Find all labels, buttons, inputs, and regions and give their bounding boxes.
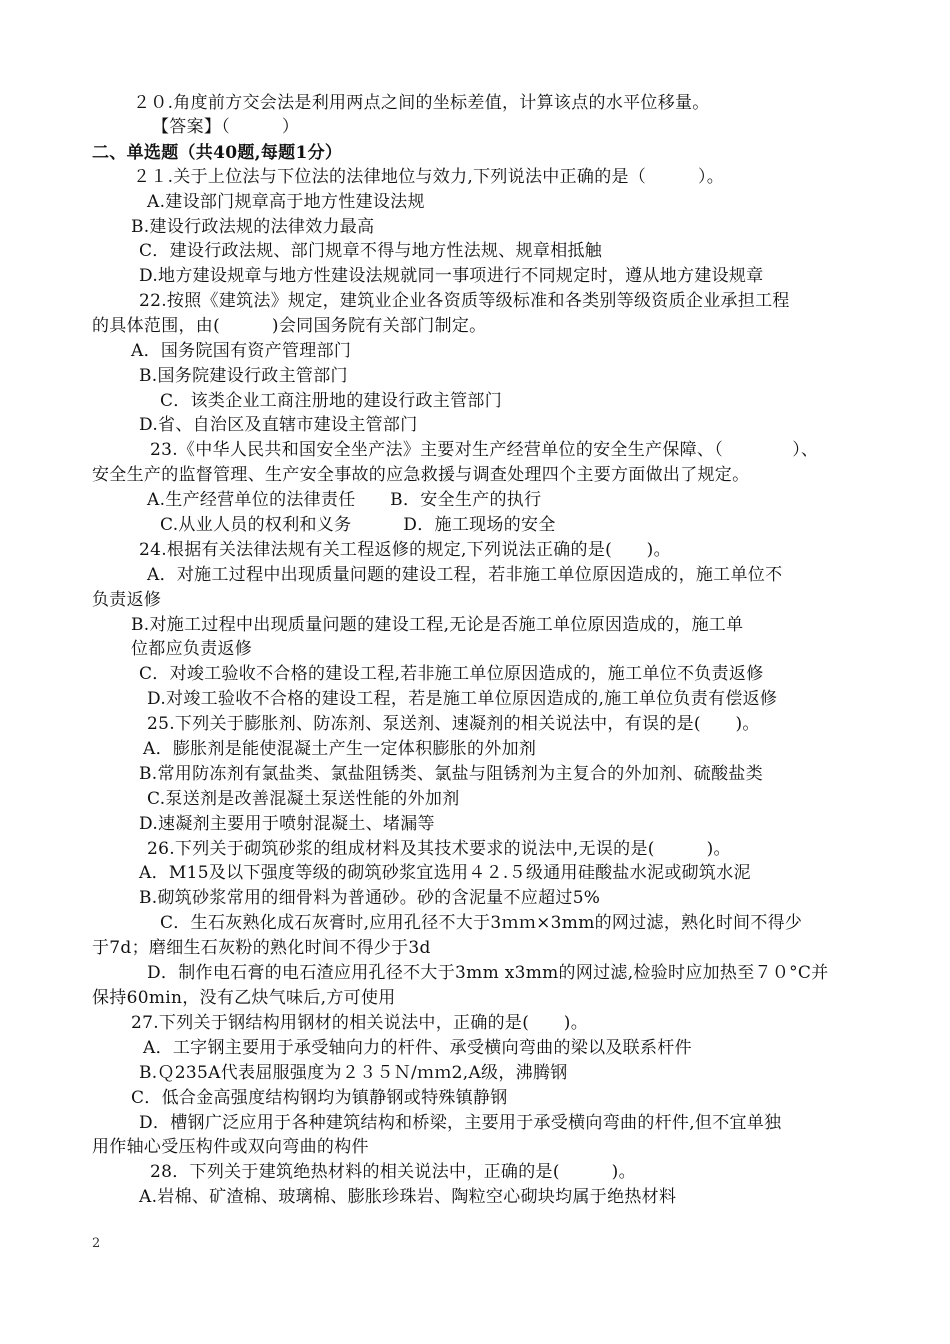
question-20-answer: 【答案】（ ） <box>152 117 300 137</box>
question-27-option-a: A．工字钢主要用于承受轴向力的杆件、承受横向弯曲的梁以及联系杆件 <box>143 1038 692 1058</box>
question-25-option-c: C.泵送剂是改善混凝土泵送性能的外加剂 <box>147 789 460 809</box>
question-21-option-c: C．建设行政法规、部门规章不得与地方性法规、规章相抵触 <box>139 241 603 261</box>
question-24-stem: 24.根据有关法律法规有关工程返修的规定,下列说法正确的是( )。 <box>139 540 671 560</box>
question-26-stem: 26.下列关于砌筑砂浆的组成材料及其技术要求的说法中,无误的是( )。 <box>147 839 731 859</box>
question-27-stem: 27.下列关于钢结构用钢材的相关说法中，正确的是( )。 <box>131 1013 588 1033</box>
question-26-option-c-line-1: C．生石灰熟化成石灰膏时,应用孔径不大于3ｍｍ×3mm的网过滤，熟化时间不得少 <box>160 913 803 933</box>
question-24-option-a-line-2: 负责返修 <box>92 590 162 610</box>
question-23-stem-line-2: 安全生产的监督管理、生产安全事故的应急救援与调查处理四个主要方面做出了规定。 <box>92 465 750 485</box>
question-21-stem: ２１.关于上位法与下位法的法律地位与效力,下列说法中正确的是（ ）。 <box>133 167 725 187</box>
question-27-option-d-line-2: 用作轴心受压构件或双向弯曲的构件 <box>92 1137 369 1157</box>
question-21-option-a: A.建设部门规章高于地方性建设法规 <box>147 192 425 212</box>
question-23-stem-line-1: 23.《中华人民共和国安全坐产法》主要对生产经营单位的安全生产保障、（ ）、 <box>150 440 819 460</box>
question-24-option-c: C．对竣工验收不合格的建设工程,若非施工单位原因造成的，施工单位不负责返修 <box>139 664 764 684</box>
question-24-option-b-line-2: 位都应负责返修 <box>131 639 253 659</box>
question-28-stem: 28．下列关于建筑绝热材料的相关说法中，正确的是( )。 <box>150 1162 636 1182</box>
question-26-option-d-line-1: D．制作电石膏的电石渣应用孔径不大于3mm x3mm的网过滤,检验时应加热至７０°C并 <box>147 963 829 983</box>
question-22-option-a: A．国务院国有资产管理部门 <box>131 341 352 361</box>
question-24-option-b-line-1: B.对施工过程中出现质量问题的建设工程,无论是否施工单位原因造成的，施工单 <box>131 615 744 635</box>
question-25-option-a: A．膨胀剂是能使混凝土产生一定体积膨胀的外加剂 <box>143 739 537 759</box>
question-21-option-d: D.地方建设规章与地方性建设法规就同一事项进行不同规定时，遵从地方建设规章 <box>139 266 764 286</box>
question-21-option-b: B.建设行政法规的法律效力最高 <box>131 217 375 237</box>
question-23-options-ab: A.生产经营单位的法律责任 B．安全生产的执行 <box>147 490 542 510</box>
question-25-option-b: B.常用防冻剂有氯盐类、氯盐阻锈类、氯盐与阻锈剂为主复合的外加剂、硫酸盐类 <box>139 764 763 784</box>
question-25-stem: 25.下列关于膨胀剂、防冻剂、泵送剂、速凝剂的相关说法中，有误的是( )。 <box>147 714 760 734</box>
question-26-option-a: A．M15及以下强度等级的砌筑砂浆宜选用４２.５级通用硅酸盐水泥或砌筑水泥 <box>139 863 751 883</box>
question-22-option-c: C．该类企业工商注册地的建设行政主管部门 <box>160 391 503 411</box>
question-23-options-cd: C.从业人员的权利和义务 D．施工现场的安全 <box>160 515 556 535</box>
question-25-option-d: D.速凝剂主要用于喷射混凝土、堵漏等 <box>139 814 435 834</box>
question-26-option-d-line-2: 保持60min，没有乙炔气味后,方可使用 <box>92 988 396 1008</box>
question-22-option-d: D.省、自治区及直辖市建设主管部门 <box>139 415 418 435</box>
question-20-stem: ２０.角度前方交会法是利用两点之间的坐标差值，计算该点的水平位移量。 <box>133 93 710 113</box>
question-24-option-a-line-1: A．对施工过程中出现质量问题的建设工程，若非施工单位原因造成的，施工单位不 <box>147 565 783 585</box>
question-22-stem-line-1: 22.按照《建筑法》规定，建筑业企业各资质等级标准和各类别等级资质企业承担工程 <box>139 291 790 311</box>
question-27-option-c: C．低合金高强度结构钢均为镇静钢或特殊镇静钢 <box>131 1088 508 1108</box>
question-26-option-c-line-2: 于7d；磨细生石灰粉的熟化时间不得少于3d <box>92 938 431 958</box>
question-26-option-b: B.砌筑砂浆常用的细骨料为普通砂。砂的含泥量不应超过5% <box>139 888 601 908</box>
question-28-option-a: A.岩棉、矿渣棉、玻璃棉、膨胀珍珠岩、陶粒空心砌块均属于绝热材料 <box>139 1187 677 1207</box>
section-heading: 二、单选题（共40题,每题1分） <box>92 143 343 163</box>
question-22-stem-line-2: 的具体范围，由( )会同国务院有关部门制定。 <box>92 316 487 336</box>
page-number: 2 <box>92 1236 101 1251</box>
question-22-option-b: B.国务院建设行政主管部门 <box>139 366 348 386</box>
question-27-option-d-line-1: D．槽钢广泛应用于各种建筑结构和桥梁，主要用于承受横向弯曲的杆件,但不宜单独 <box>139 1113 782 1133</box>
question-27-option-b: B.Ｑ235A代表屈服强度为２３５Ｎ/ｍｍ2,A级，沸腾钢 <box>139 1063 568 1083</box>
question-24-option-d: D.对竣工验收不合格的建设工程，若是施工单位原因造成的,施工单位负责有偿返修 <box>147 689 778 709</box>
